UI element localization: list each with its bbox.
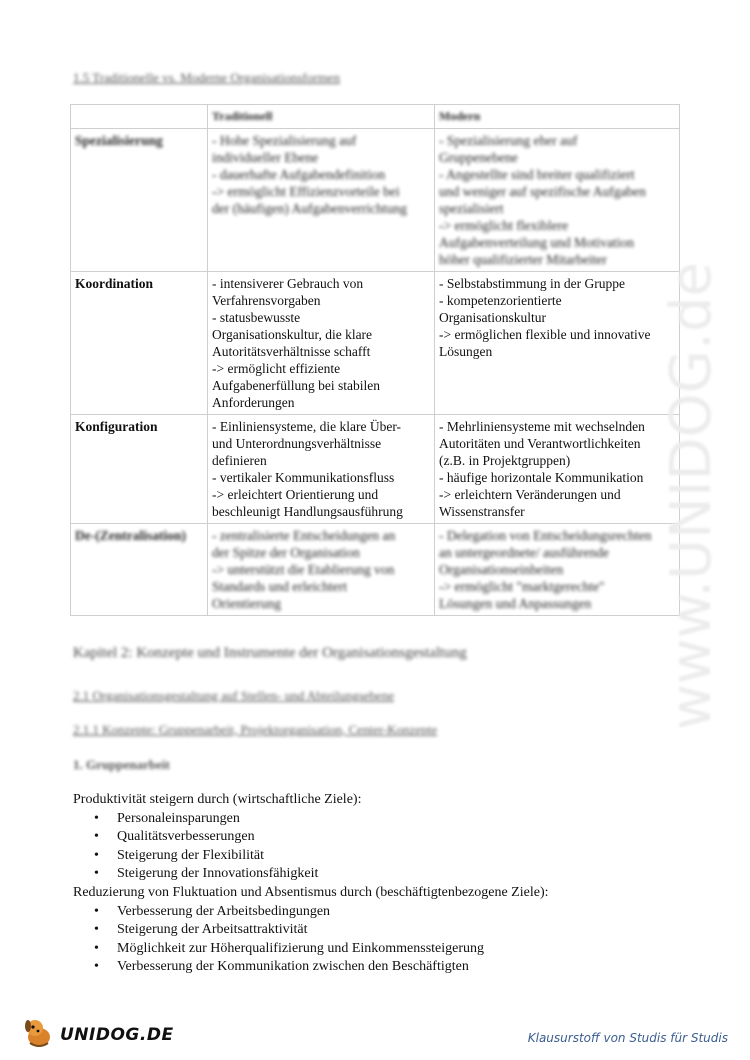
cell-line: - Selbstabstimmung in der Gruppe xyxy=(439,276,625,291)
cell-line: der (häufigen) Aufgabenverrichtung xyxy=(212,201,407,216)
cell-line: Standards und erleichtert xyxy=(212,579,347,594)
cell-line: (z.B. in Projektgruppen) xyxy=(439,453,571,468)
cell-line: - Hohe Spezialisierung auf xyxy=(212,133,357,148)
cell-line: Aufgabenverteilung und Motivation xyxy=(439,235,634,250)
cell-line: Autoritätsverhältnisse schafft xyxy=(212,344,371,359)
bullet-list xyxy=(73,903,549,977)
cell-line: Wissenstransfer xyxy=(439,504,525,519)
cell-line: - kompetenzorientierte xyxy=(439,293,562,308)
cell-line: - statusbewusste xyxy=(212,310,301,325)
cell-line: - dauerhafte Aufgabendefinition xyxy=(212,167,386,182)
cell-line: Lösungen xyxy=(439,344,493,359)
list-item: • Personaleinsparungen xyxy=(117,810,361,829)
sub-heading-2: 2.1.1 Konzepte: Gruppenarbeit, Projektorganisation, Center-Konzepte xyxy=(73,722,438,737)
list-lead: Reduzierung von Fluktuation und Absentismus durch (beschäftigtenbezogene Ziele): xyxy=(73,885,549,900)
traditional-cell xyxy=(208,129,435,272)
footer-tagline: Klausurstoff von Studis für Studis xyxy=(527,1031,728,1045)
row-label: Spezialisierung xyxy=(71,129,208,272)
list-item: • Steigerung der Innovationsfähigkeit xyxy=(117,865,361,884)
watermark-text: www.UNIDOG.de xyxy=(659,262,724,730)
list-item: • Verbesserung der Arbeitsbedingungen xyxy=(117,903,549,922)
cell-line: definieren xyxy=(212,453,267,468)
table-row xyxy=(71,272,680,415)
table-row xyxy=(71,415,680,524)
cell-line: -> erleichtert Orientierung und xyxy=(212,487,379,502)
goals-list-employee xyxy=(73,884,549,977)
cell-line: und weniger auf spezifische Aufgaben xyxy=(439,184,646,199)
cell-line: Aufgabenerfüllung bei stabilen xyxy=(212,378,380,393)
cell-line: Lösungen und Anpassungen xyxy=(439,596,592,611)
sub-heading-1: 2.1 Organisationsgestaltung auf Stellen- und Abteilungsebene xyxy=(73,688,395,703)
cell-line: - Einliniensysteme, die klare Über- xyxy=(212,419,402,434)
cell-line: -> ermöglicht "marktgerechte" xyxy=(439,579,605,594)
cell-line: - zentralisierte Entscheidungen an xyxy=(212,528,396,543)
cell-line: höher qualifizierter Mitarbeiter xyxy=(439,252,607,267)
cell-line: -> ermöglicht flexiblere xyxy=(439,218,569,233)
table-row xyxy=(71,524,680,616)
list-item: • Verbesserung der Kommunikation zwischen den Beschäftigten xyxy=(117,958,549,977)
cell-line: beschleunigt Handlungsausführung xyxy=(212,504,403,519)
table-header-traditional: Traditionell xyxy=(208,105,435,129)
traditional-cell xyxy=(208,524,435,616)
list-item: • Qualitätsverbesserungen xyxy=(117,828,361,847)
cell-line: -> ermöglicht Effizienzvorteile bei xyxy=(212,184,400,199)
logo-text: UNIDOG.DE xyxy=(60,1024,174,1045)
list-item: • Möglichkeit zur Höherqualifizierung und Einkommenssteigerung xyxy=(117,940,549,959)
list-item: • Steigerung der Arbeitsattraktivität xyxy=(117,921,549,940)
cell-line: spezialisiert xyxy=(439,201,504,216)
watermark xyxy=(640,250,730,750)
table-row xyxy=(71,129,680,272)
goals-list-economic xyxy=(73,791,361,884)
cell-line: Gruppenebene xyxy=(439,150,518,165)
section-heading: 1.5 Traditionelle vs. Moderne Organisationsformen xyxy=(73,70,340,85)
cell-line: - Spezialisierung eher auf xyxy=(439,133,578,148)
cell-line: -> ermöglicht effiziente xyxy=(212,361,341,376)
cell-line: Organisationskultur, die klare xyxy=(212,327,373,342)
sub-heading-3: 1. Gruppenarbeit xyxy=(73,757,170,772)
watermark-graphic xyxy=(640,250,730,750)
cell-line: an untergeordnete/ ausführende xyxy=(439,545,609,560)
comparison-table xyxy=(70,104,680,616)
cell-line: - Delegation von Entscheidungsrechten xyxy=(439,528,652,543)
row-label: Koordination xyxy=(71,272,208,415)
list-lead: Produktivität steigern durch (wirtschaftliche Ziele): xyxy=(73,792,362,807)
cell-line: der Spitze der Organisation xyxy=(212,545,360,560)
cell-line: - Mehrliniensysteme mit wechselnden xyxy=(439,419,645,434)
cell-line: Organisationseinheiten xyxy=(439,562,564,577)
cell-line: und Unterordnungsverhältnisse xyxy=(212,436,382,451)
cell-line: - Angestellte sind breiter qualifiziert xyxy=(439,167,635,182)
cell-line: - vertikaler Kommunikationsfluss xyxy=(212,470,395,485)
cell-line: Organisationskultur xyxy=(439,310,546,325)
table-header-modern: Modern xyxy=(435,105,680,129)
cell-line: -> unterstützt die Etablierung von xyxy=(212,562,395,577)
traditional-cell xyxy=(208,415,435,524)
row-label: De-(Zentralisation) xyxy=(71,524,208,616)
table-header-empty xyxy=(71,105,208,129)
unidog-logo xyxy=(22,1015,174,1054)
row-label: Konfiguration xyxy=(71,415,208,524)
cell-line: - häufige horizontale Kommunikation xyxy=(439,470,644,485)
cell-line: individueller Ebene xyxy=(212,150,319,165)
bullet-list xyxy=(73,810,361,884)
cell-line: -> erleichtern Veränderungen und xyxy=(439,487,621,502)
cell-line: Anforderungen xyxy=(212,395,295,410)
cell-line: Autoritäten und Verantwortlichkeiten xyxy=(439,436,641,451)
dog-mascot-icon xyxy=(22,1015,56,1054)
traditional-cell xyxy=(208,272,435,415)
list-item: • Steigerung der Flexibilität xyxy=(117,847,361,866)
cell-line: Orientierung xyxy=(212,596,281,611)
cell-line: - intensiverer Gebrauch von xyxy=(212,276,364,291)
cell-line: Verfahrensvorgaben xyxy=(212,293,321,308)
cell-line: -> ermöglichen flexible und innovative xyxy=(439,327,651,342)
chapter-heading: Kapitel 2: Konzepte und Instrumente der Organisationsgestaltung xyxy=(73,645,467,661)
table-header-row xyxy=(71,105,680,129)
